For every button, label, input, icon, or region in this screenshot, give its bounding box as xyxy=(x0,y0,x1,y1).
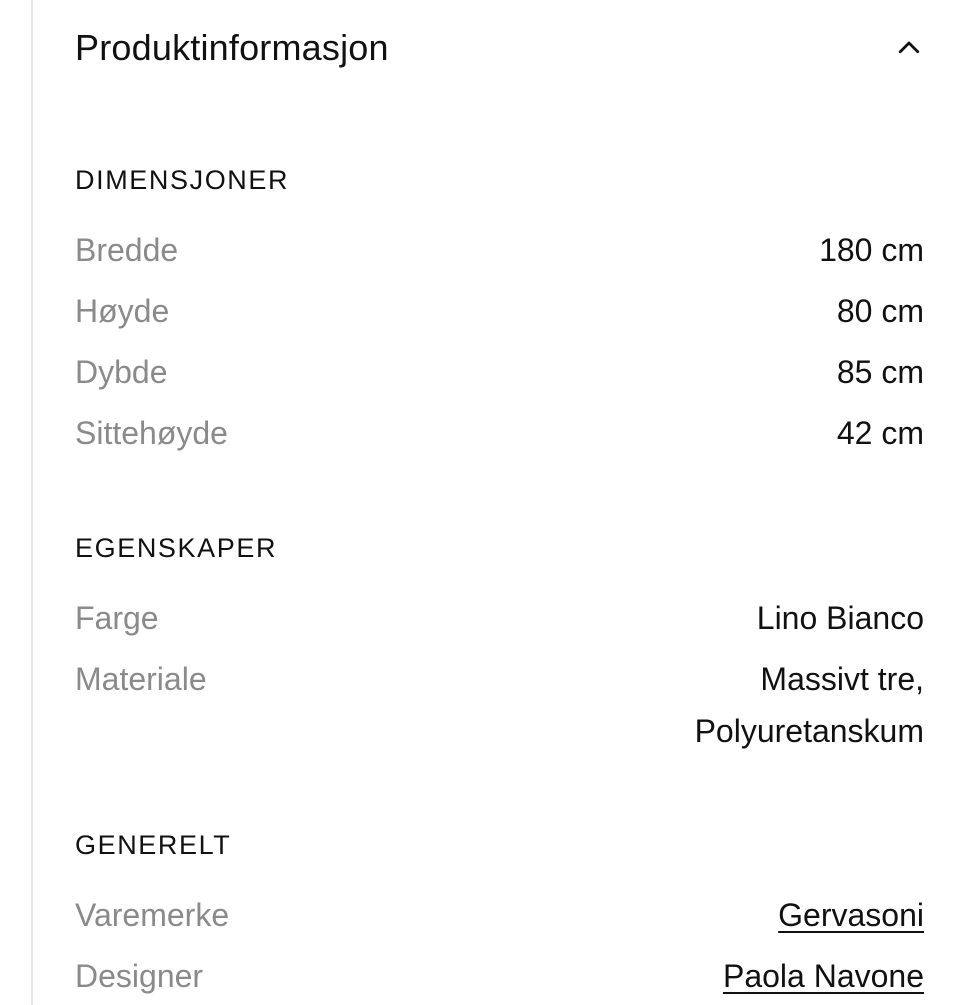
section-dimensjoner xyxy=(75,162,924,459)
spec-label: Varemerke xyxy=(75,897,230,933)
spec-row-materiale xyxy=(75,653,924,757)
section-title: EGENSKAPER xyxy=(75,533,278,563)
spec-row-farge xyxy=(75,592,924,644)
spec-row-hoyde xyxy=(75,285,924,337)
collapse-button[interactable] xyxy=(884,28,924,68)
left-divider xyxy=(31,0,33,1005)
spec-label: Designer xyxy=(75,958,204,994)
spec-value-line: Polyuretanskum xyxy=(694,713,924,749)
spec-label: Dybde xyxy=(75,354,168,390)
spec-row-designer xyxy=(75,950,924,1002)
designer-link[interactable]: Paola Navone xyxy=(722,958,924,994)
spec-label: Sittehøyde xyxy=(75,415,228,451)
spec-value: Lino Bianco xyxy=(756,600,924,636)
spec-value: 80 cm xyxy=(836,293,924,329)
spec-row-sittehoyde xyxy=(75,407,924,459)
spec-value xyxy=(695,653,924,757)
chevron-up-icon xyxy=(894,33,924,63)
spec-label: Materiale xyxy=(75,661,207,697)
spec-row-dybde xyxy=(75,346,924,398)
spec-value-line: Massivt tre, xyxy=(760,661,924,697)
spec-value: 42 cm xyxy=(836,415,924,451)
spec-label: Farge xyxy=(75,600,159,636)
spec-row-bredde xyxy=(75,224,924,276)
spec-value: 85 cm xyxy=(836,354,924,390)
section-title: GENERELT xyxy=(75,830,232,860)
section-egenskaper xyxy=(75,530,924,757)
spec-label: Bredde xyxy=(75,232,179,268)
accordion-title: Produktinformasjon xyxy=(75,27,389,68)
spec-row-varemerke xyxy=(75,889,924,941)
spec-label: Høyde xyxy=(75,293,170,329)
brand-link[interactable]: Gervasoni xyxy=(778,897,924,933)
section-title: DIMENSJONER xyxy=(75,165,290,195)
spec-value: 180 cm xyxy=(819,232,924,268)
product-info-panel xyxy=(75,0,924,994)
accordion-header[interactable] xyxy=(75,0,924,96)
section-generelt xyxy=(75,827,924,1002)
